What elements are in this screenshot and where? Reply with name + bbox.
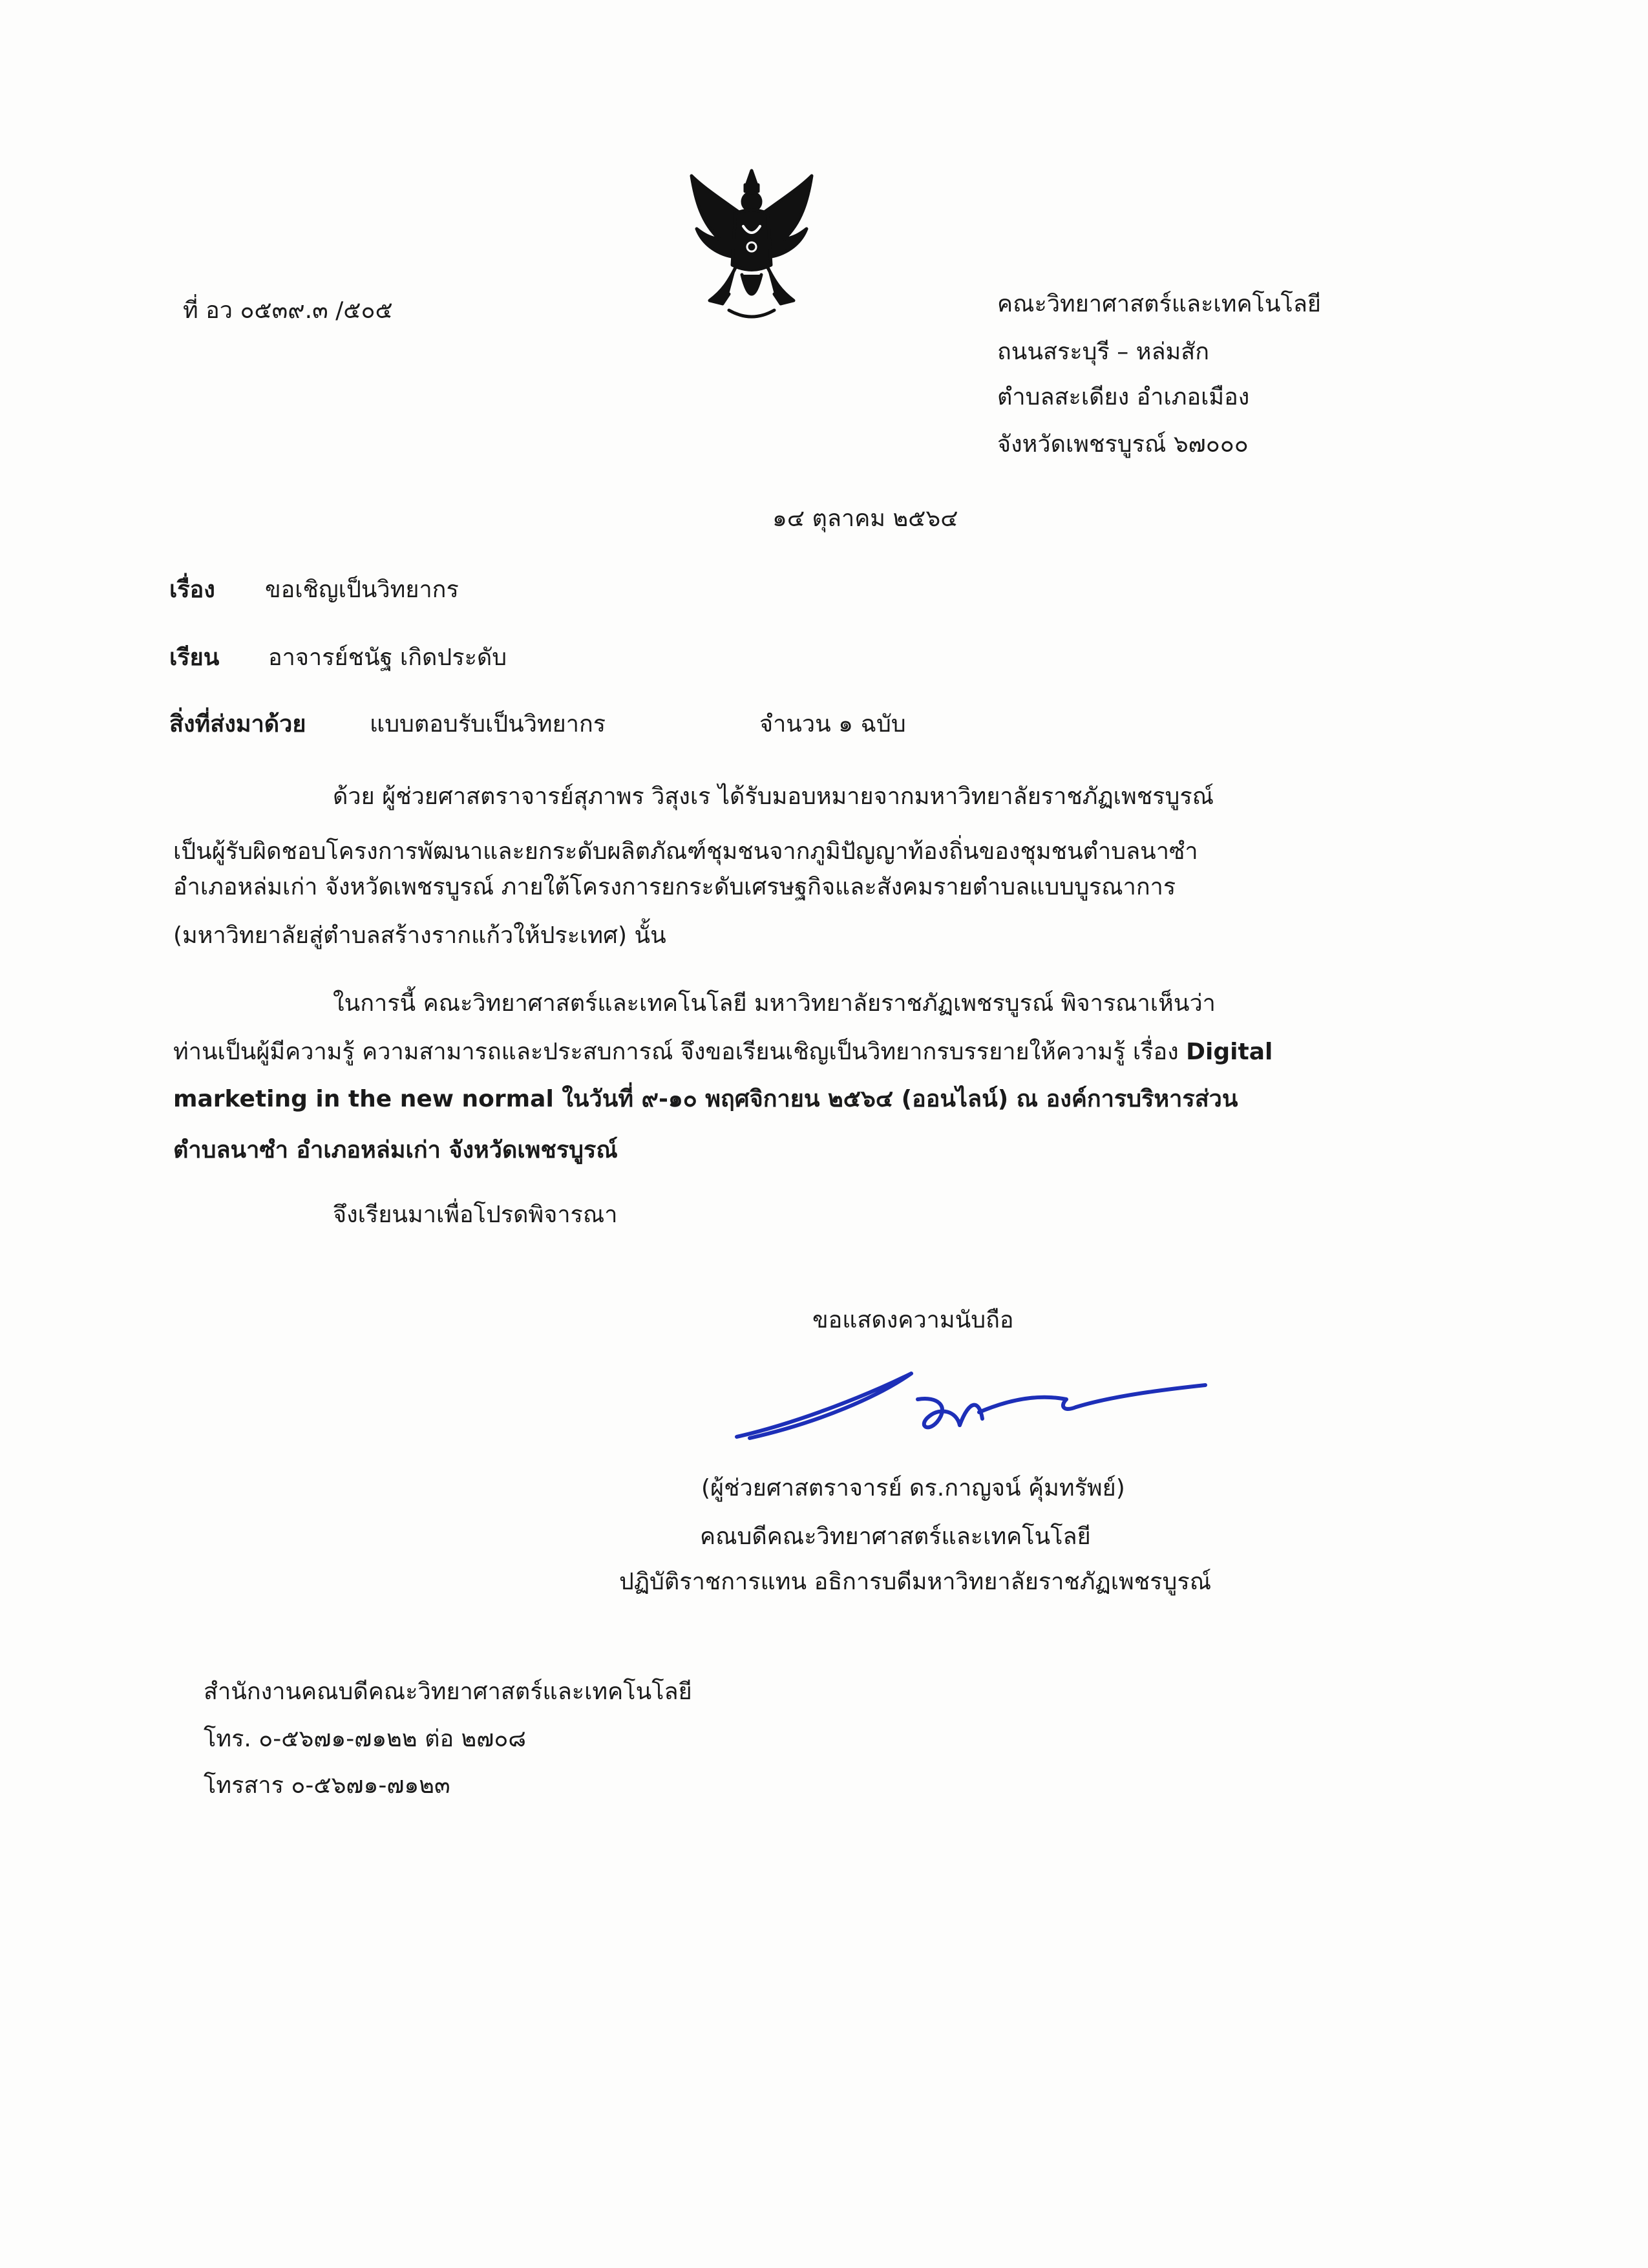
signer-title-2: ปฏิบัติราชการแทน อธิการบดีมหาวิทยาลัยราชภัฏเพชรบูรณ์ — [619, 1569, 1212, 1595]
paragraph-1-line-2: เป็นผู้รับผิดชอบโครงการพัฒนาและยกระดับผลิตภัณฑ์ชุมชนจากภูมิปัญญาท้องถิ่นของชุมชนตำบลนาซำ — [173, 838, 1198, 865]
paragraph-2-line-4: ตำบลนาซำ อำเภอหล่มเก่า จังหวัดเพชรบูรณ์ — [173, 1137, 618, 1163]
recipient-label: เรียน — [169, 644, 220, 671]
salutation: ขอแสดงความนับถือ — [812, 1307, 1014, 1333]
footer-phone: โทร. ๐-๕๖๗๑-๗๑๒๒ ต่อ ๒๗๐๘ — [204, 1726, 527, 1752]
handwritten-signature — [724, 1361, 1215, 1451]
paragraph-1-line-4: (มหาวิทยาลัยสู่ตำบลสร้างรากแก้วให้ประเทศ) นั้น — [173, 922, 666, 949]
footer-office: สำนักงานคณบดีคณะวิทยาศาสตร์และเทคโนโลยี — [204, 1679, 692, 1705]
letter-date: ๑๔ ตุลาคม ๒๕๖๔ — [772, 505, 958, 532]
subject-text: ขอเชิญเป็นวิทยากร — [265, 577, 459, 603]
paragraph-1-line-3: อำเภอหล่มเก่า จังหวัดเพชรบูรณ์ ภายใต้โครงการยกระดับเศรษฐกิจและสังคมรายตำบลแบบบูรณาการ — [173, 874, 1176, 900]
paragraph-1-line-1: ด้วย ผู้ช่วยศาสตราจารย์สุภาพร วิสุงเร ได้รับมอบหมายจากมหาวิทยาลัยราชภัฏเพชรบูรณ์ — [333, 783, 1214, 810]
footer-fax: โทรสาร ๐-๕๖๗๑-๗๑๒๓ — [204, 1772, 450, 1799]
recipient-name: อาจารย์ชนัฐ เกิดประดับ — [268, 644, 507, 671]
paragraph-2-line-2 — [173, 1041, 1273, 1064]
sender-address-line-4: จังหวัดเพชรบูรณ์ ๖๗๐๐๐ — [997, 431, 1249, 458]
paragraph-2-line-1: ในการนี้ คณะวิทยาศาสตร์และเทคโนโลยี มหาวิทยาลัยราชภัฏเพชรบูรณ์ พิจารณาเห็นว่า — [333, 990, 1216, 1017]
subject-label: เรื่อง — [169, 577, 215, 603]
closing-request: จึงเรียนมาเพื่อโปรดพิจารณา — [333, 1202, 618, 1228]
reference-number: ที่ อว ๐๕๓๙.๓ /๕๐๕ — [183, 297, 393, 324]
sender-address-line-3: ตำบลสะเดียง อำเภอเมือง — [997, 384, 1250, 410]
enclosure-quantity: จำนวน ๑ ฉบับ — [759, 711, 906, 737]
sender-address-line-2: ถนนสระบุรี – หล่มสัก — [997, 339, 1210, 365]
signer-title-1: คณบดีคณะวิทยาศาสตร์และเทคโนโลยี — [700, 1523, 1091, 1550]
garuda-emblem-icon — [684, 162, 819, 326]
paragraph-2-topic-start: Digital — [1186, 1039, 1273, 1065]
enclosure-text: แบบตอบรับเป็นวิทยากร — [370, 711, 606, 737]
signer-name: (ผู้ช่วยศาสตราจารย์ ดร.กาญจน์ คุ้มทรัพย์) — [701, 1475, 1125, 1501]
paragraph-2-line-3: marketing in the new normal ในวันที่ ๙-๑๐ พฤศจิกายน ๒๕๖๔ (ออนไลน์) ณ องค์การบริหารส่วน — [173, 1086, 1238, 1112]
enclosure-label: สิ่งที่ส่งมาด้วย — [169, 711, 306, 737]
paragraph-2-line-2-text: ท่านเป็นผู้มีความรู้ ความสามารถและประสบการณ์ จึงขอเรียนเชิญเป็นวิทยากรบรรยายให้ความรู้ เรื่อง — [173, 1039, 1179, 1065]
sender-address-line-1: คณะวิทยาศาสตร์และเทคโนโลยี — [997, 291, 1321, 317]
